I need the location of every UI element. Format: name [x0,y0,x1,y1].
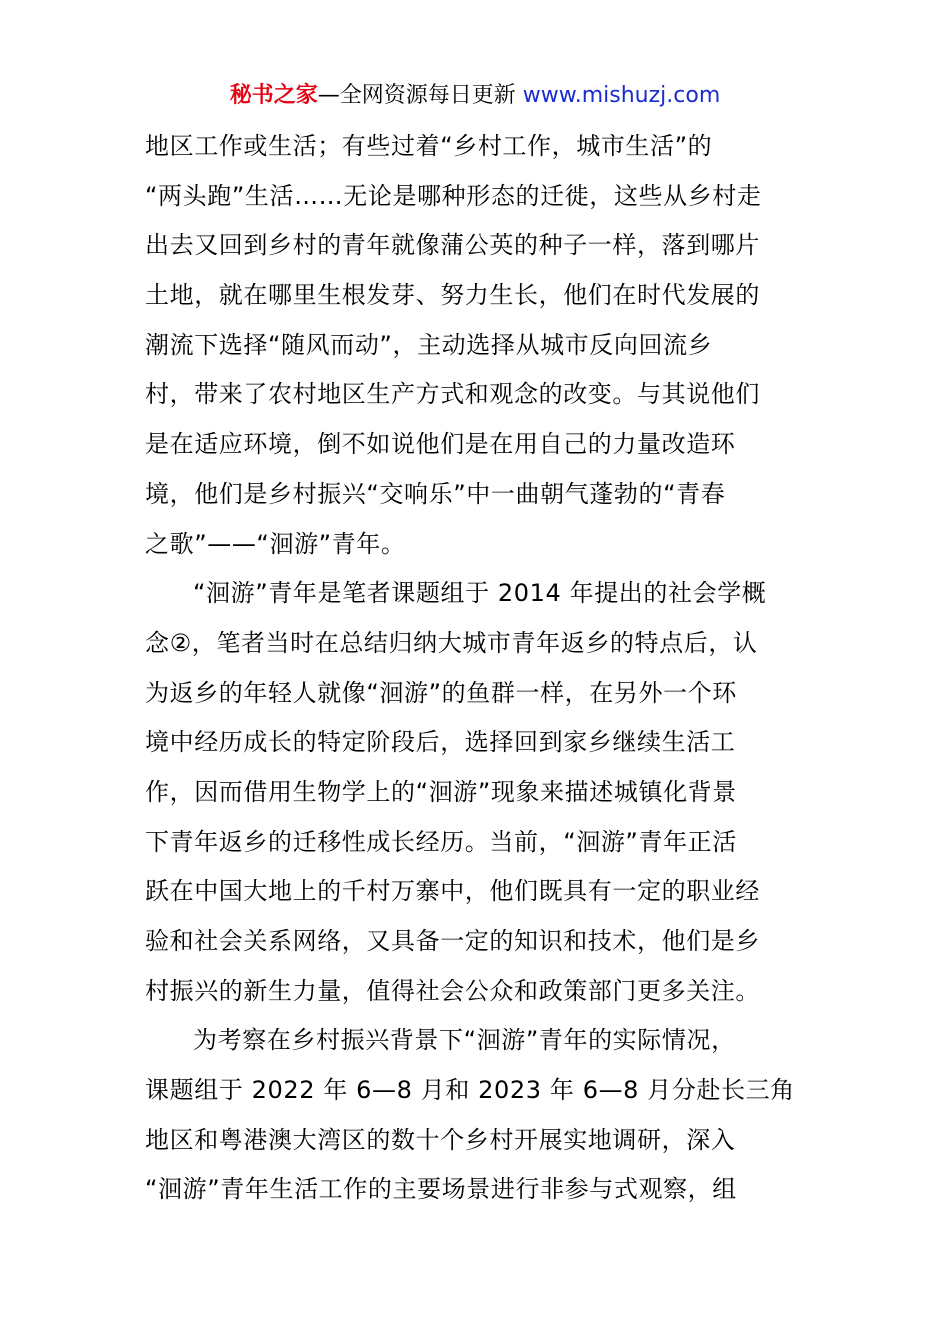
document-body [145,122,807,1215]
text-line: 地区和粤港澳大湾区的数十个乡村开展实地调研，深入 [145,1125,736,1154]
site-tagline: —全网资源每日更新 [317,83,523,108]
paragraph-start-line: “洄游”青年是笔者课题组于 2014 年提出的社会学概 [193,579,767,608]
text-line: 村，带来了农村地区生产方式和观念的改变。与其说他们 [145,380,760,409]
page-header [0,80,950,112]
text-line: 验和社会关系网络，又具备一定的知识和技术，他们是乡 [145,927,760,955]
text-line: “洄游”青年生活工作的主要场景进行非参与式观察，组 [145,1175,737,1204]
site-url-link[interactable]: www.mishuzj.com [522,83,721,108]
text-line: 潮流下选择“随风而动”，主动选择从城市反向回流乡 [145,330,713,359]
text-line: 地区工作或生活；有些过着“乡村工作，城市生活”的 [145,132,713,160]
text-line: 是在适应环境，倒不如说他们是在用自己的力量改造环 [145,430,736,459]
text-line: 出去又回到乡村的青年就像蒲公英的种子一样，落到哪片 [145,231,760,260]
site-brand: 秘书之家 [229,83,318,108]
text-line: 作，因而借用生物学上的“洄游”现象来描述城镇化背景 [145,777,737,806]
text-line: 课题组于 2022 年 6—8 月和 2023 年 6—8 月分赴长三角 [145,1076,795,1105]
text-line: 之歌”——“洄游”青年。 [145,529,406,558]
text-line: 村振兴的新生力量，值得社会公众和政策部门更多关注。 [145,976,760,1005]
text-line: 土地，就在哪里生根发芽、努力生长，他们在时代发展的 [145,281,760,310]
text-line: 下青年返乡的迁移性成长经历。当前，“洄游”青年正活 [145,827,737,856]
paragraph-start-line: 为考察在乡村振兴背景下“洄游”青年的实际情况， [193,1026,736,1055]
text-line: 念②，笔者当时在总结归纳大城市青年返乡的特点后，认 [145,628,758,657]
text-line: 跃在中国大地上的千村万寨中，他们既具有一定的职业经 [145,877,760,906]
text-line: 境，他们是乡村振兴“交响乐”中一曲朝气蓬勃的“青春 [145,479,726,508]
text-line: “两头跑”生活……无论是哪种形态的迁徙，这些从乡村走 [145,181,762,210]
text-line: 为返乡的年轻人就像“洄游”的鱼群一样，在另外一个环 [145,678,737,707]
text-line: 境中经历成长的特定阶段后，选择回到家乡继续生活工 [145,728,736,757]
